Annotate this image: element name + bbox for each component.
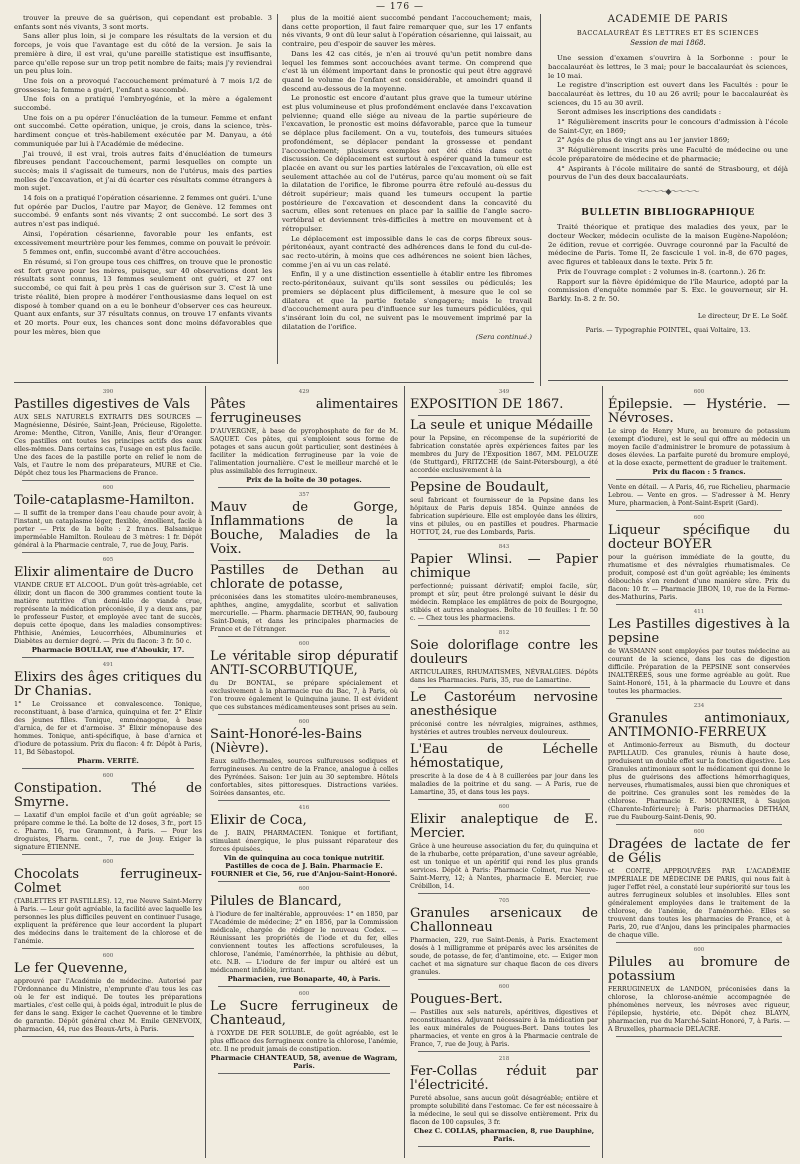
paragraph: Une session d'examen s'ouvrira à la Sorbonne : pour le baccalauréat ès lettres, le 3 mai; pour le baccalauréat ès sciences, le 10 mai. (548, 54, 788, 80)
paragraph: Ainsi, l'opération césarienne, favorable pour les enfants, est excessivement meurtrière pour les femmes, comme on pouvait le prévoir. (14, 229, 272, 247)
imprint: Paris. — Typographie POINTEL, quai Voltaire, 13. (585, 326, 751, 335)
advert-number: 600 (498, 984, 510, 990)
paragraph: 5 femmes ont, enfin, succombé avant d'être accouchées. (23, 248, 221, 257)
article-column-2 (282, 14, 532, 362)
advertisement (410, 1055, 598, 1143)
advert-headline: Épilepsie. — Hystérie. — Névroses. (608, 397, 790, 426)
advert-divider (418, 687, 590, 688)
advert-body: approuvé par l'Académie de médecine. Autorisé par l'Ordonnance du Ministre, n'emprunte d'au tous les cas où le fer est indiqué. De toutes les préparations martiales, c'est celle qui, à poids égal, introduit le plus de fer dans le sang. Exiger le cachet Quevenne et le timbre de garantie. Dépôt général chez M. Emile GENEVOIX, pharmacien, 44, rue des Beaux-Arts, à Paris. (14, 977, 202, 1033)
advert-divider (22, 657, 194, 658)
advert-divider (418, 893, 590, 894)
advert-divider (616, 604, 782, 605)
advert-number: 429 (298, 389, 310, 395)
advertisement (410, 419, 598, 474)
advert-headline: Le véritable sirop dépuratif ANTI-SCORBUTIQUE, (210, 649, 398, 678)
advert-divider (218, 714, 390, 715)
advert-body: à l'OXYDE DE FER SOLUBLE, de goût agréable, est le plus efficace des ferrugineux contre la chlorose, l'anémie, etc. Il ne produit jamais de constipation. (210, 1029, 398, 1053)
paragraph: En résumé, si l'on groupe tous ces chiffres, on trouve que le pronostic est fort grave pour les mères, puisque, sur 40 observations dont les résultats sont connus, 13 femmes seulement ont guéri, et 27 ont succombé, ce qui fait à peu près 1 cas de guérison sur 3. C'est là une triste réalité, bien propre à modérer l'enthousiasme dans lequel on est disposé à tomber quand on a eu le bonheur d'observer ces cas heureux. Quant aux enfants, sur 37 résultats connus, on trouve 17 enfants vivants et 20 morts. Pour eux, les chances sont donc moins défavorables que pour les mères, bien que (14, 257, 272, 336)
advert-body: préconisé contre les névralgies, migraines, asthmes, hystéries et autres troubles nerveux douloureux. (410, 720, 598, 736)
academy-column (548, 14, 788, 394)
advert-divider (418, 1146, 590, 1147)
advert-headline: L'Eau de Léchelle hémostatique, (410, 742, 598, 771)
advert-headline: Granules antimoniaux, ANTIMONIO-FERREUX (608, 711, 790, 740)
paragraph: Enfin, il y a une distinction essentielle à établir entre les fibromes recto-péritonéaux, suivant qu'ils sont sessiles ou pédiculés; les premiers se déplacent plus difficilement, à mesure que le col se dilatera et que la partie fœtale s'engagera; mais le travail d'accouchement aura peu d'influence sur les tumeurs pédiculées, qui s'insérant loin du col, ne suivent pas le mouvement imprimé par la dilatation de l'orifice. (282, 270, 532, 331)
article-column-1 (14, 14, 272, 362)
column-divider (277, 14, 278, 364)
advert-body: pour la guérison immédiate de la goutte, du rhumatisme et des névralgies rhumatismales. Ce produit, composé est d'un goût agréable; les éminents débouchés s'en rendent d'une manière sûre. Prix du flacon: 10 fr. — Pharmacie JIBON, 10, rue de la Ferme-des-Mathurins, Paris. (608, 553, 790, 601)
advert-divider (22, 768, 194, 769)
paragraph: Le pronostic est encore d'autant plus grave que la tumeur utérine est plus volumineuse et plus profondément enclavée dans l'excavation pelvienne; quand elle siége au niveau de la partie supérieure de l'excavation, le pronostic est moins défavorable, parce que la tumeur se déplace plus facilement. On a vu, toutefois, des tumeurs situées profondément, se déplacer pendant la grossesse et pendant l'accouchement; plusieurs exemples ont été cités dans cette discussion. Ce déplacement est surtout à espérer quand la tumeur est placée en avant ou sur les parties latérales de l'excavation, où elle est seulement attachée au col de l'utérus, parce qu'au moment où se fait la dilatation de l'orifice, le fibrome pourra être refoulé au-dessus du détroit supérieur; mais quand les tumeurs occupent la partie postérieure de l'excavation et descendent dans la concavité du sacrum, elles sont retenues en place par la saillie de l'angle sacro-vertébral et deviennent très-difficiles à mettre en mouvement et à rétropulser. (282, 94, 532, 233)
advertisement (410, 543, 598, 622)
advert-column-1 (14, 386, 202, 1156)
advertisement (14, 388, 202, 477)
advertisement (608, 388, 790, 476)
paragraph: Une fois on a pu opérer l'énucléation de la tumeur. Femme et enfant ont succombé. Cette opération, unique, je crois, dans la science, très-hardiment conçue et très-habilement exécutée par M. Danyau, a été communiquée par lui à l'Académie de médecine. (14, 113, 272, 148)
advert-number: 843 (498, 544, 510, 550)
advertisement (410, 983, 598, 1048)
advert-footer: Pharmacie CHANTEAUD, 58, avenue de Wagram, Paris. (210, 1054, 398, 1070)
advert-divider (418, 625, 590, 626)
advert-body: Vente en détail. — A Paris, 46, rue Richelieu, pharmacie Lebrou. — Vente en gros. — S'adresser à M. Henry Mure, pharmacien, à Pont-Saint-Esprit (Gard). (608, 483, 790, 507)
advert-headline: Elixir analeptique de E. Mercier. (410, 812, 598, 841)
academy-notice (548, 54, 788, 182)
advert-headline: Granules arsenicaux de Challonneau (410, 906, 598, 935)
paragraph: plus de la moitié aient succombé pendant l'accouchement; mais, dans cette proportion, il faut faire remarquer que, sur les 17 enfants nés vivants, 9 ont dû leur salut à l'opération césarienne, qui laissait, au contraire, peu d'espoir de sauver les mères. (282, 14, 532, 49)
advert-body: Grâce à une heureuse association du fer, du quinquina et de la rhubarbe, cette préparation, d'une saveur agréable, est un tonique et un apéritif qui rend les plus grands services. Dépôt à Paris: Pharmacie Colmet, rue Neuve-Saint-Merry, 12; à Nantes, pharmacie E. Mercier, rue Crébillon, 14. (410, 842, 598, 890)
advertisement (14, 556, 202, 654)
paragraph: 14 fois on a pratiqué l'opération césarienne. 2 femmes ont guéri. L'une fut opérée par Duclos, l'autre par Mayor, de Genève. 12 femmes ont succombé. 9 enfants sont nés vivants; 2 ont succombé. Le sort des 3 autres n'est pas indiqué. (14, 194, 272, 229)
advert-number: 411 (693, 609, 705, 615)
academy-subtitle: BACCALAURÉAT ÈS LETTRES ET ÈS SCIENCES (576, 28, 760, 37)
advert-number: 600 (298, 719, 310, 725)
advert-body: FERRUGINEUX de LANDON, préconisées dans la chlorose, la chlorose-anémie accompagnée de phénomènes nerveux, les névroses avec rigueur, l'épilepsie, hystérie, etc. Dépôt chez BLAYN, pharmacien, rue du Marché-Saint-Honoré, 7, à Paris. — A Bruxelles, pharmacie DELACRE. (608, 985, 790, 1033)
advert-column-4 (608, 386, 790, 1156)
advert-divider (22, 552, 194, 553)
advert-number: 218 (498, 1056, 510, 1062)
paragraph: Dans les 42 cas cités, je n'en ai trouvé qu'un petit nombre dans lequel les femmes sont accouchées avant terme. On comprend que c'est là un élément important dans le pronostic qui peut être aggravé quand le volume de l'enfant est considérable, et amoindri quand il descend au-dessous de la moyenne. (282, 49, 532, 93)
advert-headline: Le Sucre ferrugineux de Chanteaud, (210, 999, 398, 1028)
advert-footer: Prix de la boîte de 30 potages. (246, 476, 362, 484)
advert-headline: La seule et unique Médaille (410, 418, 593, 433)
advert-footer: Prix du flacon : 5 francs. (652, 468, 746, 476)
advert-number: 416 (298, 805, 310, 811)
advert-headline: Saint-Honoré-les-Bains (Nièvre). (210, 727, 362, 756)
paragraph: Traité théorique et pratique des maladies des yeux, par le docteur Wecker, médecin oculiste de la maison Eugène-Napoléon; 2e édition, revue et corrigée. Ouvrage couronné par la Faculté de médecine de Paris. Tome II, 2e fascicule 1 vol. in-8, de 670 pages, avec figures et tableaux dans le texte. Prix 5 fr. (548, 223, 788, 267)
advert-footer: Pharmacie BOULLAY, rue d'Aboukir, 17. (31, 646, 185, 654)
advertisement (210, 804, 398, 878)
advertisement (410, 691, 598, 736)
advert-number: 705 (498, 898, 510, 904)
advert-body: (TABLETTES ET PASTILLES). 12, rue Neuve Saint-Merry à Paris. — Leur goût agréable, la facilité avec laquelle les personnes les plus difficiles peuvent en continuer l'usage, expliquent la préférence que leur accordent la plupart des médecins dans le traitement de la chlorose et de l'anémie. (14, 897, 202, 945)
advertisement (410, 897, 598, 976)
advertisement (14, 772, 202, 851)
advert-headline: Pougues-Bert. (410, 992, 503, 1007)
advert-body: ARTICULAIRES, RHUMATISMES, NÉVRALGIES. Dépôts dans les Pharmacies. Paris, 35, rue de Lamartine. (410, 668, 598, 684)
advert-divider (418, 979, 590, 980)
paragraph: 3° Régulièrement inscrits près une Faculté de médecine ou une école préparatoire de médecine et de pharmacie; (548, 146, 788, 163)
advert-number: 349 (498, 389, 510, 395)
paragraph: Le registre d'inscription est ouvert dans les Facultés : pour le baccalauréat ès lettres, du 10 au 26 avril; pour le baccalauréat ès sciences, du 15 au 30 avril. (548, 81, 788, 107)
bulletin-entries (548, 223, 788, 303)
advert-body: du Dr BONTAL, se prépare spécialement et exclusivement à la pharmacie rue du Bac, 7, à Paris, où l'on trouve également le Quinquina jaune. Il est évident que ces substances médicamenteuses sont prises au sein. (210, 679, 398, 711)
advert-headline: Pastilles digestives de Vals (14, 397, 191, 412)
ornament-divider: ～～～～◆～～～～ (637, 186, 699, 196)
advert-number: 600 (102, 859, 114, 865)
advertisement (410, 743, 598, 796)
advert-headline: Pilules au bromure de potassium (608, 955, 790, 984)
advert-number: 600 (298, 991, 310, 997)
advert-number: 600 (693, 389, 705, 395)
advert-body: Pureté absolue, sans aucun goût désagréable; entière et prompte solubilité dans l'estomac. Ce fer est nécessaire à la médecine, le seul qui se dissolve entièrement. Prix du flacon de 100 capsules, 3 fr. (410, 1094, 598, 1126)
advert-divider (218, 636, 390, 637)
advert-body: préconisées dans les stomatites ulcéro-membraneuses, aphthes, angine, amygdalite, scorbut et salivation mercurielle. — Pharm. pharmacie DETHAN, 90, faubourg Saint-Denis, et dans les principales pharmacies de France et de l'étranger. (210, 593, 398, 633)
advert-headline: Pepsine de Boudault, (410, 480, 550, 495)
academy-title: ACADÉMIE DE PARIS (607, 14, 729, 25)
advert-divider (418, 799, 590, 800)
advert-divider (616, 1036, 782, 1037)
advertisement (210, 640, 398, 711)
continued-note: (Sera continué.) (475, 333, 532, 342)
advert-number: 234 (693, 703, 705, 709)
advert-headline: Elixir de Coca, (210, 813, 307, 828)
advert-divider (218, 560, 390, 561)
advertisement (210, 990, 398, 1070)
advert-number: 390 (102, 389, 114, 395)
advert-body: — Il suffit de la tremper dans l'eau chaude pour avoir, à l'instant, un cataplasme léger, flexible, émollient, facile à porter — Prix de la boîte : 2 francs. Balsamique imperméable Hamilton. Rouleau de 3 mètres: 1 fr. Dépôt général à la Pharmacie centrale, 7, rue de Jouy, Paris. (14, 509, 202, 549)
advert-body: AUX SELS NATURELS EXTRAITS DES SOURCES — Magnésienne, Désirée, Saint-Jean, Précieuse, Rigolette. Arome: Menthe, Citron, Vanille, Anis, fleur d'Oranger. Ces pastilles ont toutes les principes actifs des eaux elles-mêmes. Dans certains cas, l'usage en est plus facile. Une des faces de la pastille porte en relief le nom de Vals, et l'autre le nom des préparateurs, MURE et Cie. Dépôt chez tous les Pharmaciens de France. (14, 413, 202, 477)
bulletin-title: BULLETIN BIBLIOGRAPHIQUE (581, 207, 755, 218)
advert-number: 600 (102, 953, 114, 959)
advert-body: et CONTÉ, APPROUVÉES PAR L'ACADÉMIE IMPÉRIALE DE MÉDECINE DE PARIS, qui nous fait à juger l'effet réel, a constaté leur supériorité sur tous les autres ferrugineux solubles et insolubles. Elles sont généralement employées dans le traitement de la chlorose, de l'anémie, de l'aménorrhée. Elles se trouvent dans toutes les pharmacies de France, et à Paris, 20, rue d'Anjou, dans les principales pharmacies de chaque ville. (608, 867, 790, 939)
advert-divider (218, 881, 390, 882)
advert-number: 812 (498, 630, 510, 636)
advert-body: D'AUVERGNE, à base de pyrophosphate de fer de M. SAQUET. Ces pâtes, qui s'emploient sous forme de potages et sans aucun goût particulier, sont destinées à faciliter la médication ferrugineuse par la voie de l'alimentation journalière. C'est le meilleur marché et le plus assimilable des ferrugineux. (210, 427, 398, 475)
advert-divider (218, 800, 390, 801)
advert-headline: Constipation. Thé de Smyrne. (14, 781, 202, 810)
advertisement (14, 952, 202, 1033)
advert-number: 600 (298, 886, 310, 892)
advert-column-2 (210, 386, 398, 1156)
advertisement (210, 491, 398, 557)
advertisement (210, 718, 398, 797)
advert-divider (616, 824, 782, 825)
advert-body: et Antimonio-ferreux au Bismuth, du docteur PAPILLAUD. Ces granules, réunis à haute dose, produisent un double effet sur la fonction digestive. Les Granules antimoniaux sont le médicament qui donne le plus de guérisons des affections hémorrhagiques, nerveuses, rhumatismales, aussi bien que chroniques et de poitrine. Ces granules sont les remèdes de la chlorose. Pharmacie E. MOURNIER, à Saujon (Charente-Inférieure); à Paris: pharmacies DETHAN, rue du Faubourg-Saint-Denis, 90. (608, 741, 790, 821)
paragraph: Sans aller plus loin, si je compare les résultats de la version et du forceps, je vois que l'avantage est du côté de la version. Je sais la première à dire, il est vrai, qu'une pareille statistique est insuffisante, parce qu'elle repose sur un trop petit nombre de faits; mais j'y reviendrai un peu plus loin. (14, 32, 272, 76)
advert-footer: Pharm. VERITÉ. (77, 757, 139, 765)
advert-divider (218, 986, 390, 987)
advert-number: 600 (693, 515, 705, 521)
advertisement (608, 702, 790, 821)
advert-divider (22, 1036, 194, 1037)
advert-divider (218, 487, 390, 488)
advert-divider (418, 539, 590, 540)
advertisement (14, 661, 202, 765)
advert-divider (22, 854, 194, 855)
advertisement (608, 483, 790, 507)
advert-divider (218, 1073, 390, 1074)
advert-footer: Chez C. COLLAS, pharmacien, 8, rue Dauphine, Paris. (413, 1127, 595, 1143)
advertisement (410, 388, 598, 412)
advert-footer: Pharmacien, rue Bonaparte, 40, à Paris. (227, 975, 381, 983)
advertisement (608, 946, 790, 1033)
advert-divider (418, 1051, 590, 1052)
advert-number: 357 (298, 492, 310, 498)
advert-headline: Le fer Quevenne, (14, 961, 128, 976)
advert-headline: Mauv de Gorge, Inflammations de la Bouche, Maladies de la Voix. (210, 500, 398, 557)
advert-divider (22, 948, 194, 949)
paragraph: Rapport sur la fièvre épidémique de l'île Maurice, adopté par la commission d'enquête nommée par S. Exc. le gouverneur, sir H. Barkly. In-8. 2 fr. 50. (548, 277, 788, 303)
paragraph: J'ai trouvé, il est vrai, trois autres faits d'énucléation de tumeurs fibreuses pendant l'accouchement, parmi lesquelles on compte un succès; mais il s'agissait de tumeurs, non de l'utérus, mais des parties molles de l'excavation, et j'ai dû écarter ces résultats comme étrangers à mon sujet. (14, 149, 272, 193)
advertisement (14, 858, 202, 945)
column-divider (404, 386, 405, 1158)
advert-headline: Le Castoréum nervosine anesthésique (410, 690, 598, 719)
advert-number: 600 (498, 804, 510, 810)
paragraph: 2° Agés de plus de vingt ans au 1er janvier 1869; (557, 136, 730, 145)
advert-body: perfectionné; puissant dérivatif; emploi facile, sûr, prompt et sûr, peut être prolongé suivant le désir du médecin. Remplace les emplâtres de poix de Bourgogne, stibiés et autres analogues. Boîte de 10 feuilles: 1 fr. 50 c. — Chez tous les pharmaciens. (410, 582, 598, 622)
advert-divider (418, 415, 590, 416)
advert-divider (616, 942, 782, 943)
advertisement (608, 514, 790, 601)
paragraph: Le déplacement est impossible dans le cas de corps fibreux sous-péritonéaux, ayant contracté des adhérences dans le fond du cul-de-sac recto-utérin, à moins que ces adhérences ne soient bien lâches, comme j'en ai vu un cas relaté. (282, 234, 532, 269)
advert-divider (418, 739, 590, 740)
advert-body: de J. BAIN, PHARMACIEN. Tonique et fortifiant, stimulant énergique, le plus puissant réparateur des forces épuisées. (210, 829, 398, 853)
advert-headline: Toile-cataplasme-Hamilton. (14, 493, 195, 508)
column-divider (205, 386, 206, 1158)
advertisement (210, 388, 398, 484)
director-signature: Le directeur, Dr E. Le Soëf. (697, 311, 788, 320)
paragraph: Prix de l'ouvrage complet : 2 volumes in-8. (cartonn.). 26 fr. (557, 267, 766, 276)
advert-headline: Fer-Collas réduit par l'électricité. (410, 1064, 598, 1093)
advert-divider (22, 480, 194, 481)
advert-divider (616, 698, 782, 699)
advert-divider (616, 510, 782, 511)
advert-body: — Laxatif d'un emploi facile et d'un goût agréable; se prépare comme le thé. La boîte de 12 doses, 3 fr., port 15 c. Pharm. 16, rue Grammont, à Paris. — Pour les droguistes, Pharm. cent., 7, rue de Jouy. Exiger la signature ÉTIENNE. (14, 811, 202, 851)
advert-body: Eaux sulfo-thermales, sources sulfureuses sodiques et ferrugineuses. Au centre de la France, analogue à celles des Pyrénées. Saison: 1er juin au 30 septembre. Hôtels confortables, sites pittoresques. Distractions variées. Soirées dansantes, etc. (210, 757, 398, 797)
advert-number: 600 (693, 947, 705, 953)
paragraph: Une fois on a pratiqué l'embryogénie, et la mère a également succombé. (14, 95, 272, 113)
section-divider (548, 380, 788, 381)
advert-body: — Pastilles aux sels naturels, apéritives, digestives et reconstituantes. Adjuvant nécessaire à la médication par les eaux minérales de Pougues-Bert. Dans toutes les pharmacies, et vente en gros à la Pharmacie centrale de France, 7, rue de Jouy, à Paris. (410, 1008, 598, 1048)
advert-headline: Chocolats ferrugineux-Colmet (14, 867, 202, 896)
paragraph: 1° Régulièrement inscrits pour le concours d'admission à l'école de Saint-Cyr, en 1869; (548, 118, 788, 135)
advert-headline: Pâtes alimentaires ferrugineuses (210, 397, 398, 426)
advert-number: 605 (102, 557, 114, 563)
advertisement (14, 484, 202, 549)
advert-body: pour la Pepsine, en récompense de la supériorité de fabrication constatée après expériences faites par les membres du Jury de l'Exposition 1867, MM. PELOUZE (de Stuttgard), FRITZCHE (de Saint-Pétersbourg), a été accordée exclusivement à la (410, 434, 598, 474)
column-divider (602, 386, 603, 1158)
advert-headline: EXPOSITION DE 1867. (410, 397, 564, 412)
advertisement (410, 481, 598, 536)
advert-number: 491 (102, 662, 114, 668)
advert-headline: Liqueur spécifique du docteur BOYER (608, 523, 790, 552)
academy-session: Session de mai 1868. (630, 39, 706, 48)
advert-number: 600 (102, 485, 114, 491)
advert-headline: Dragées de lactate de fer de Gélis (608, 837, 790, 866)
advert-body: seul fabricant et fournisseur de la Pepsine dans les hôpitaux de Paris depuis 1854. Quinze années de fabrication supérieure. Elle est employée dans les élixirs, vins et pilules, ou en pastilles et poudres. Pharmacie HOTTOT, 24, rue des Lombards, Paris. (410, 496, 598, 536)
advert-body: Le sirop de Henry Mure, au bromure de potassium (exempt d'iodure), est le seul qui offre au médecin un moyen facile d'administrer le bromure de potassium à doses élevées. La parfaite pureté du bromure employé, et la dose exacte, permettent de graduer le traitement. (608, 427, 790, 467)
advert-number: 600 (693, 829, 705, 835)
section-divider (14, 382, 534, 383)
paragraph: Seront admises les inscriptions des candidats : (557, 108, 722, 117)
advert-footer: Vin de quinquina au coca tonique nutritif. Pastilles de coca de J. Bain. Pharmacie E. FOURNIER et Cie, 56, rue d'Anjou-Saint-Honoré. (210, 854, 398, 878)
advert-headline: Papier Wlinsi. — Papier chimique (410, 552, 598, 581)
advertisement (210, 564, 398, 633)
page-number: — 176 — (376, 2, 424, 12)
advert-headline: Elixirs des âges critiques du Dr Chanias. (14, 670, 202, 699)
advertisement (410, 629, 598, 684)
advert-headline: Pastilles de Dethan au chlorate de potasse, (210, 563, 398, 592)
advert-body: de WASMANN sont employées par toutes médecine au courant de la science, dans les cas de digestion difficile. Préparation de la PEPSINE sont conservées INALTÉRÉES, sous une forme agréable au goût. Rue Saint-Honoré, 151, à la pharmacie du Louvre et dans toutes les pharmacies. (608, 647, 790, 695)
advert-headline: Elixir alimentaire de Ducro (14, 565, 194, 580)
advertisement (608, 608, 790, 695)
advert-number: 600 (102, 773, 114, 779)
advert-divider (616, 479, 782, 480)
advert-body: 1° Le Croissance et convalescence. Tonique, reconstituant, à base d'arnica, quinquina et fer. 2° Élixir des jeunes filles. Tonique, emménagogue, à base d'arnica, de fer et d'armoise. 3° Élixir ménopause des hommes. Tonique, anti-spécifique, à base d'arnica et d'iodure de potassium. Prix du flacon: 4 fr. Dépôt à Paris, 11, Bd Sébastopol. (14, 700, 202, 756)
advert-number: 600 (298, 641, 310, 647)
advert-headline: Pilules de Blancard, (210, 894, 342, 909)
advert-column-3 (410, 386, 598, 1156)
paragraph: trouver la preuve de sa guérison, qui cependant est probable. 3 enfants sont nés vivants, 3 sont morts. (14, 14, 272, 31)
paragraph: 4° Aspirants à l'école militaire de santé de Strasbourg, et déjà pourvus de l'un des deux baccalauréats. (548, 164, 788, 182)
advertisement (608, 828, 790, 939)
advertisement (410, 803, 598, 890)
advert-body: prescrite à la dose de 4 à 8 cuillerées par jour dans les maladies de la poitrine et du sang. — A Paris, rue de Lamartine, 35, et dans tous les pays. (410, 772, 598, 796)
advertisement (210, 885, 398, 983)
advert-divider (418, 477, 590, 478)
advert-body: VIANDE CRUE ET ALCOOL. D'un goût très-agréable, cet élixir, dont un flacon de 300 grammes contient toute la matière nutritive d'un demi-kilo de viande crue, représente la médication préconisée, il y a deux ans, par le professeur Fuster, et employée avec tant de succès, depuis cette époque, dans les maladies consomptives: Phthisie, Anémies, Leucorrhées, Albuminuries et Diabètes au dernier degré. — Prix du flacon: 3 fr. 50 c. (14, 581, 202, 645)
paragraph: Une fois on a provoqué l'accouchement prématuré à 7 mois 1/2 de grossesse; la femme a guéri, l'enfant a succombé. (14, 76, 272, 94)
advert-body: à l'iodure de fer inaltérable, approuvées: 1° en 1850, par l'Académie de médecine; 2° en 1856, par la Commission médicale, chargée de rédiger le nouveau Codex. — Réunissant les propriétés de l'iode et du fer, elles conviennent toutes les affections scrofuleuses, la chlorose, l'anémie, l'aménorrhée, la phthisie au début, etc. N.B. — L'iodure de fer impur ou altéré est un médicament infidèle, irritant. (210, 910, 398, 974)
advert-headline: Soie doloriflage contre les douleurs (410, 638, 598, 667)
advert-body: Pharmacien, 229, rue Saint-Denis, à Paris. Exactement dosés à 1 milligramme et préparés avec les arsénites de soude, de potasse, de fer, d'antimoine, etc. — Exiger mon cachet et ma signature sur chaque flacon de ces divers granules. (410, 936, 598, 976)
advert-headline: Les Pastilles digestives à la pepsine (608, 617, 790, 646)
column-divider (540, 14, 541, 386)
